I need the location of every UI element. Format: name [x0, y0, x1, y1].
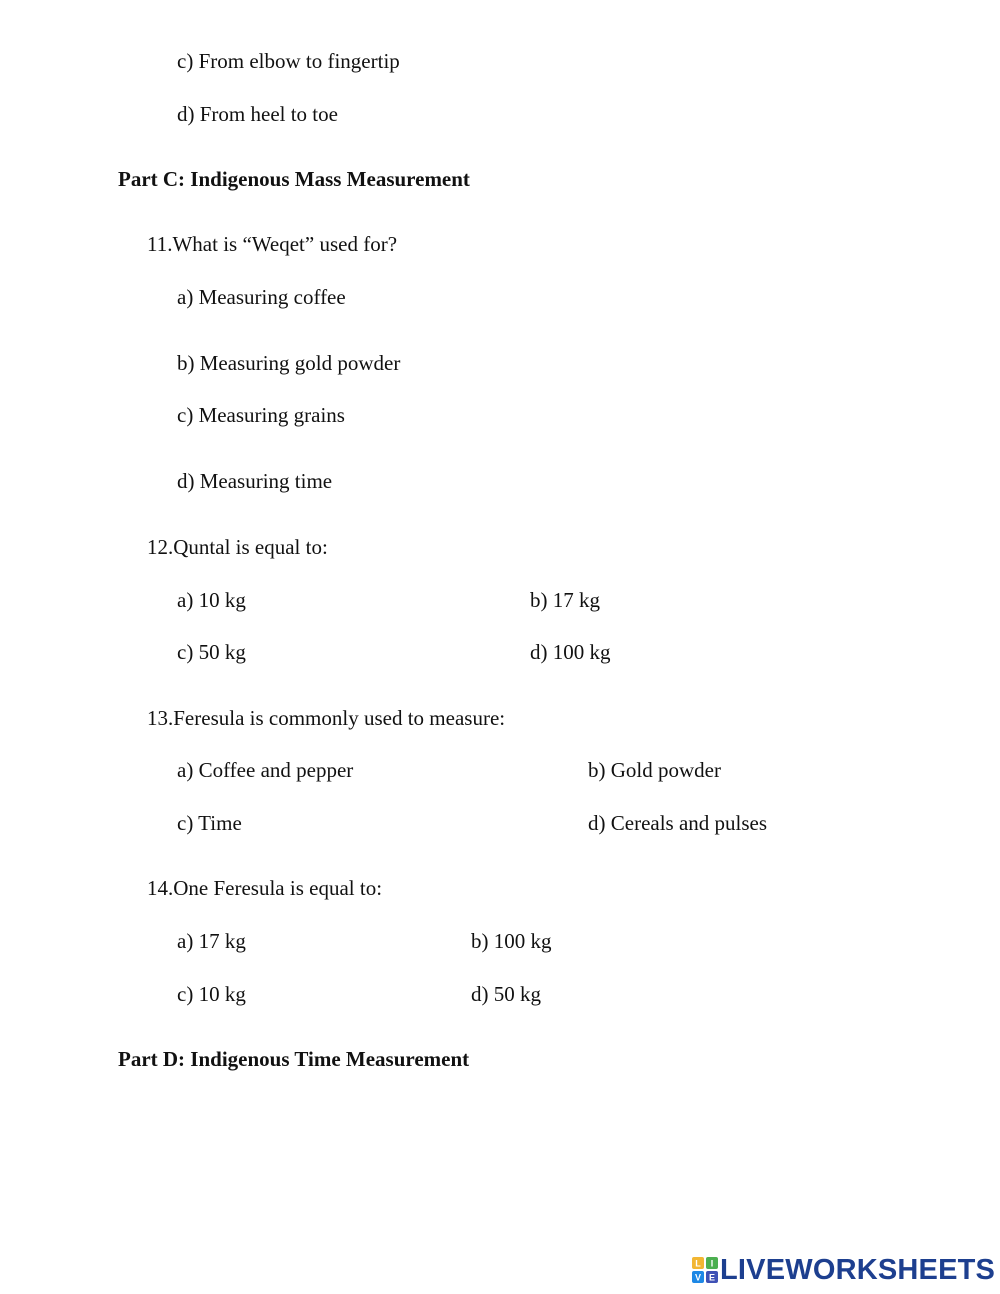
question-13: 13.Feresula is commonly used to measure: — [147, 706, 506, 730]
q12-option-c[interactable]: c) 50 kg — [177, 640, 246, 664]
option-d: d) From heel to toe — [177, 102, 338, 126]
q12-option-b[interactable]: b) 17 kg — [530, 588, 600, 612]
q11-option-c[interactable]: c) Measuring grains — [177, 403, 345, 427]
question-12: 12.Quntal is equal to: — [147, 535, 328, 559]
svg-text:V: V — [694, 1272, 702, 1283]
q12-option-d[interactable]: d) 100 kg — [530, 640, 611, 664]
q14-option-a[interactable]: a) 17 kg — [177, 929, 246, 953]
section-heading-part-c: Part C: Indigenous Mass Measurement — [118, 167, 470, 191]
q11-option-a[interactable]: a) Measuring coffee — [177, 285, 346, 309]
q12-option-a[interactable]: a) 10 kg — [177, 588, 246, 612]
svg-text:L: L — [695, 1258, 701, 1269]
liveworksheets-logo — [692, 1253, 995, 1287]
question-14: 14.One Feresula is equal to: — [147, 876, 383, 900]
q14-option-c[interactable]: c) 10 kg — [177, 982, 246, 1006]
q11-option-b[interactable]: b) Measuring gold powder — [177, 351, 401, 375]
section-heading-part-d: Part D: Indigenous Time Measurement — [118, 1047, 470, 1071]
q14-option-b[interactable]: b) 100 kg — [471, 929, 552, 953]
svg-text:E: E — [708, 1272, 716, 1283]
q14-option-d[interactable]: d) 50 kg — [471, 982, 541, 1006]
option-c: c) From elbow to fingertip — [177, 49, 400, 73]
q13-option-d[interactable]: d) Cereals and pulses — [588, 811, 768, 835]
q13-option-c[interactable]: c) Time — [177, 811, 242, 835]
svg-text:I: I — [710, 1258, 714, 1269]
q13-option-b[interactable]: b) Gold powder — [588, 758, 721, 782]
q11-option-d[interactable]: d) Measuring time — [177, 469, 333, 493]
liveworksheets-logo-icon — [692, 1257, 718, 1283]
q13-option-a[interactable]: a) Coffee and pepper — [177, 758, 354, 782]
question-11: 11.What is “Weqet” used for? — [147, 232, 398, 256]
liveworksheets-logo-text: LIVEWORKSHEETS — [720, 1253, 996, 1286]
